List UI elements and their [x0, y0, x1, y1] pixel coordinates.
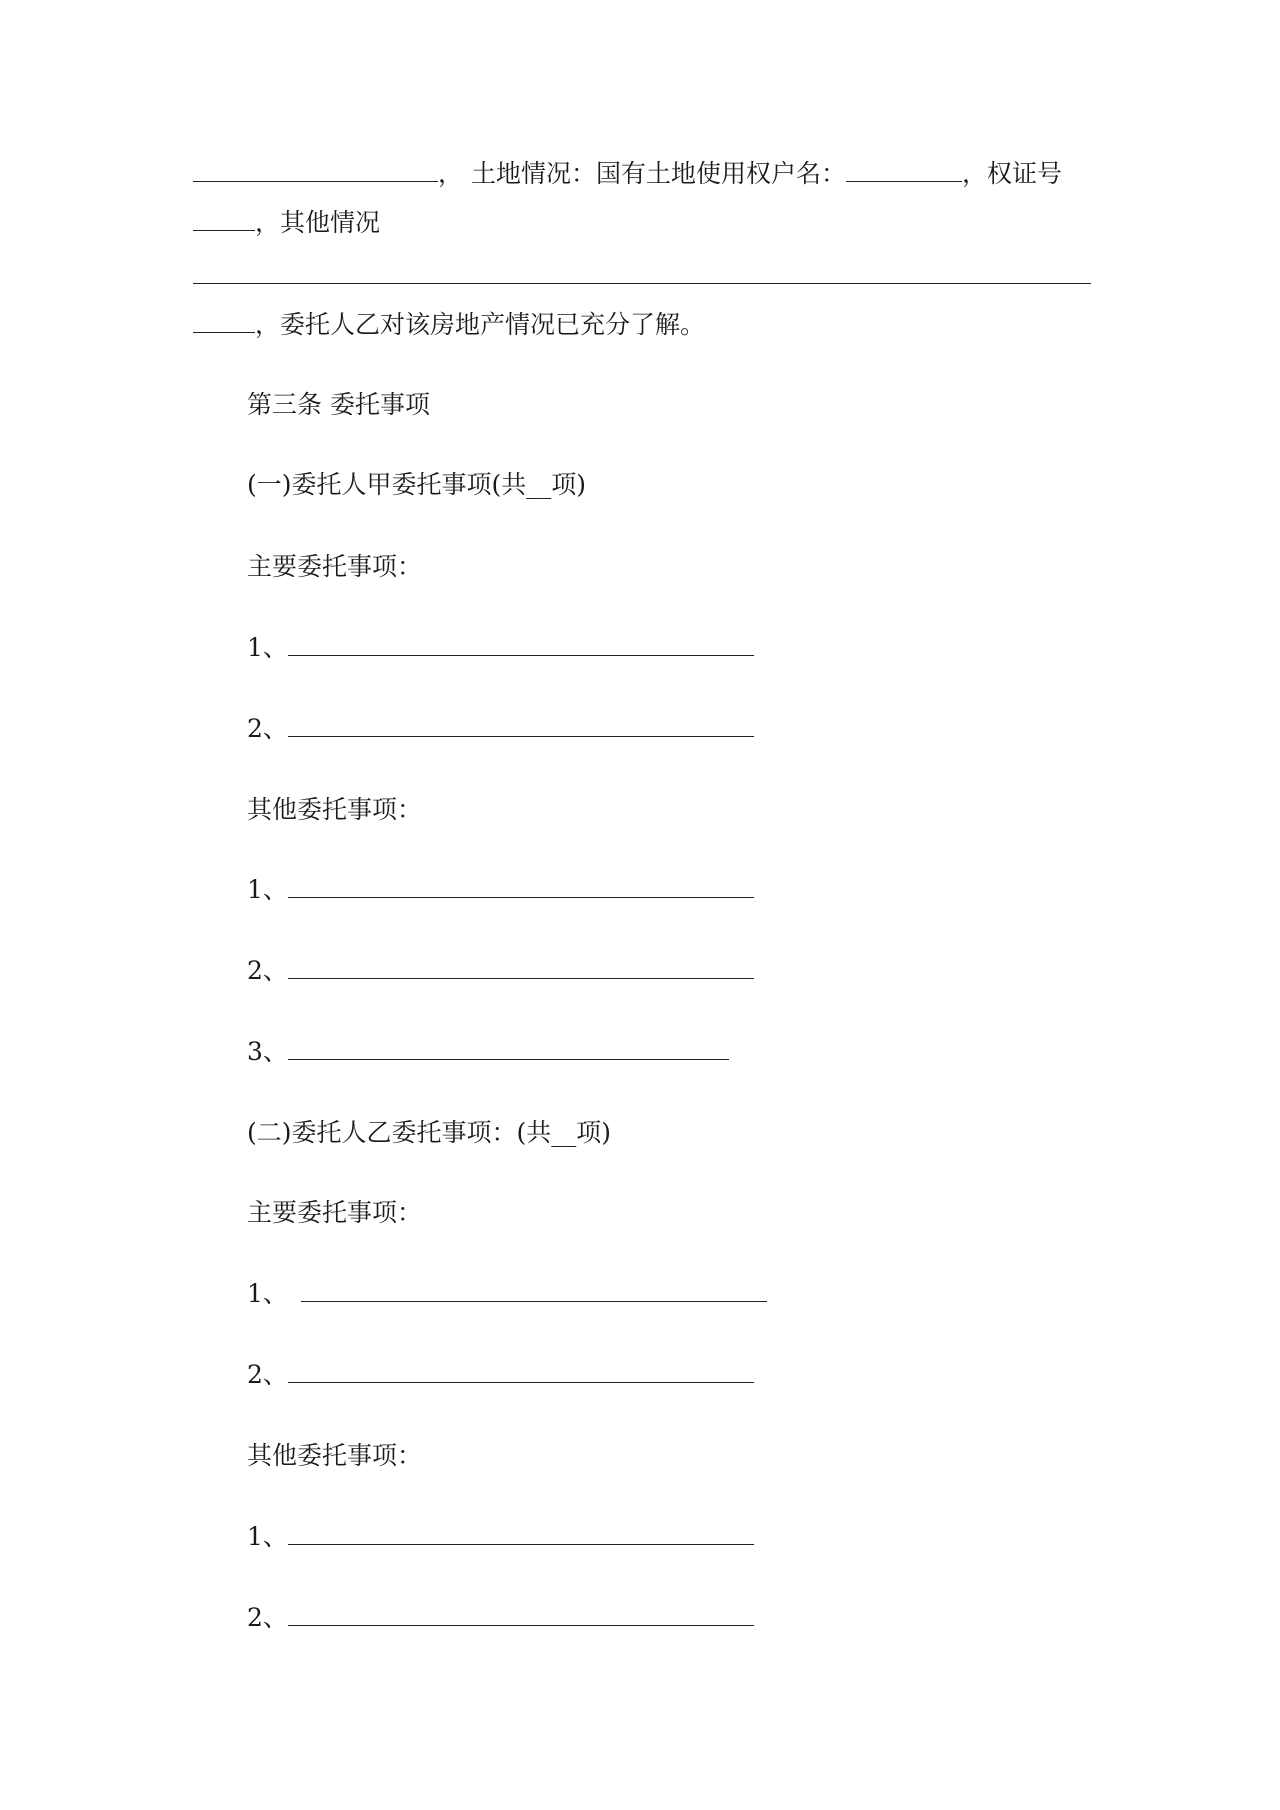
- section1-main-label: 主要委托事项：: [247, 552, 423, 581]
- blank-field[interactable]: [288, 875, 754, 898]
- section2-main-item: [247, 1278, 767, 1310]
- blank-field[interactable]: [288, 1603, 754, 1626]
- blank-field[interactable]: [846, 159, 962, 182]
- blank-field[interactable]: [288, 1522, 754, 1545]
- item-number: 1、: [247, 875, 288, 904]
- blank-field[interactable]: [193, 310, 255, 333]
- section1-other-label: 其他委托事项：: [247, 795, 423, 824]
- item-number: 2、: [247, 956, 288, 985]
- other-situation-text: ，其他情况: [255, 208, 381, 237]
- blank-field[interactable]: [288, 1037, 729, 1060]
- blank-field[interactable]: [193, 208, 255, 231]
- blank-field[interactable]: [288, 714, 754, 737]
- section2-main-label: 主要委托事项：: [247, 1198, 423, 1227]
- item-number: 1、: [247, 1279, 288, 1308]
- blank-field[interactable]: [288, 956, 754, 979]
- section1-other-item: [247, 874, 754, 906]
- section2-other-label: 其他委托事项：: [247, 1441, 423, 1470]
- blank-field[interactable]: [288, 633, 754, 656]
- full-width-blank[interactable]: [193, 283, 1091, 284]
- section1-main-item: [247, 632, 754, 664]
- blank-field[interactable]: [193, 159, 438, 182]
- land-info-text: ， 土地情况：国有土地使用权户名：: [438, 159, 846, 188]
- section2-other-item: [247, 1602, 754, 1634]
- item-number: 3、: [247, 1037, 288, 1066]
- item-number: 1、: [247, 633, 288, 662]
- understanding-line: [193, 309, 705, 341]
- certificate-label: ，权证号: [961, 159, 1062, 188]
- article-title: 第三条 委托事项: [247, 390, 430, 419]
- understanding-text: ，委托人乙对该房地产情况已充分了解。: [255, 310, 706, 339]
- blank-field[interactable]: [301, 1279, 767, 1302]
- section1-heading: (一)委托人甲委托事项(共__项): [247, 470, 587, 499]
- item-number: 2、: [247, 1360, 288, 1389]
- blank-field[interactable]: [288, 1360, 754, 1383]
- section2-heading: (二)委托人乙委托事项：(共__项): [247, 1118, 612, 1147]
- section1-other-item: [247, 955, 754, 987]
- section1-main-item: [247, 713, 754, 745]
- land-info-line: [193, 158, 1062, 190]
- item-number: 2、: [247, 714, 288, 743]
- other-situation-line: [193, 207, 380, 239]
- section2-other-item: [247, 1521, 754, 1553]
- item-number: 2、: [247, 1603, 288, 1632]
- item-number: 1、: [247, 1522, 288, 1551]
- section2-main-item: [247, 1359, 754, 1391]
- section1-other-item: [247, 1036, 729, 1068]
